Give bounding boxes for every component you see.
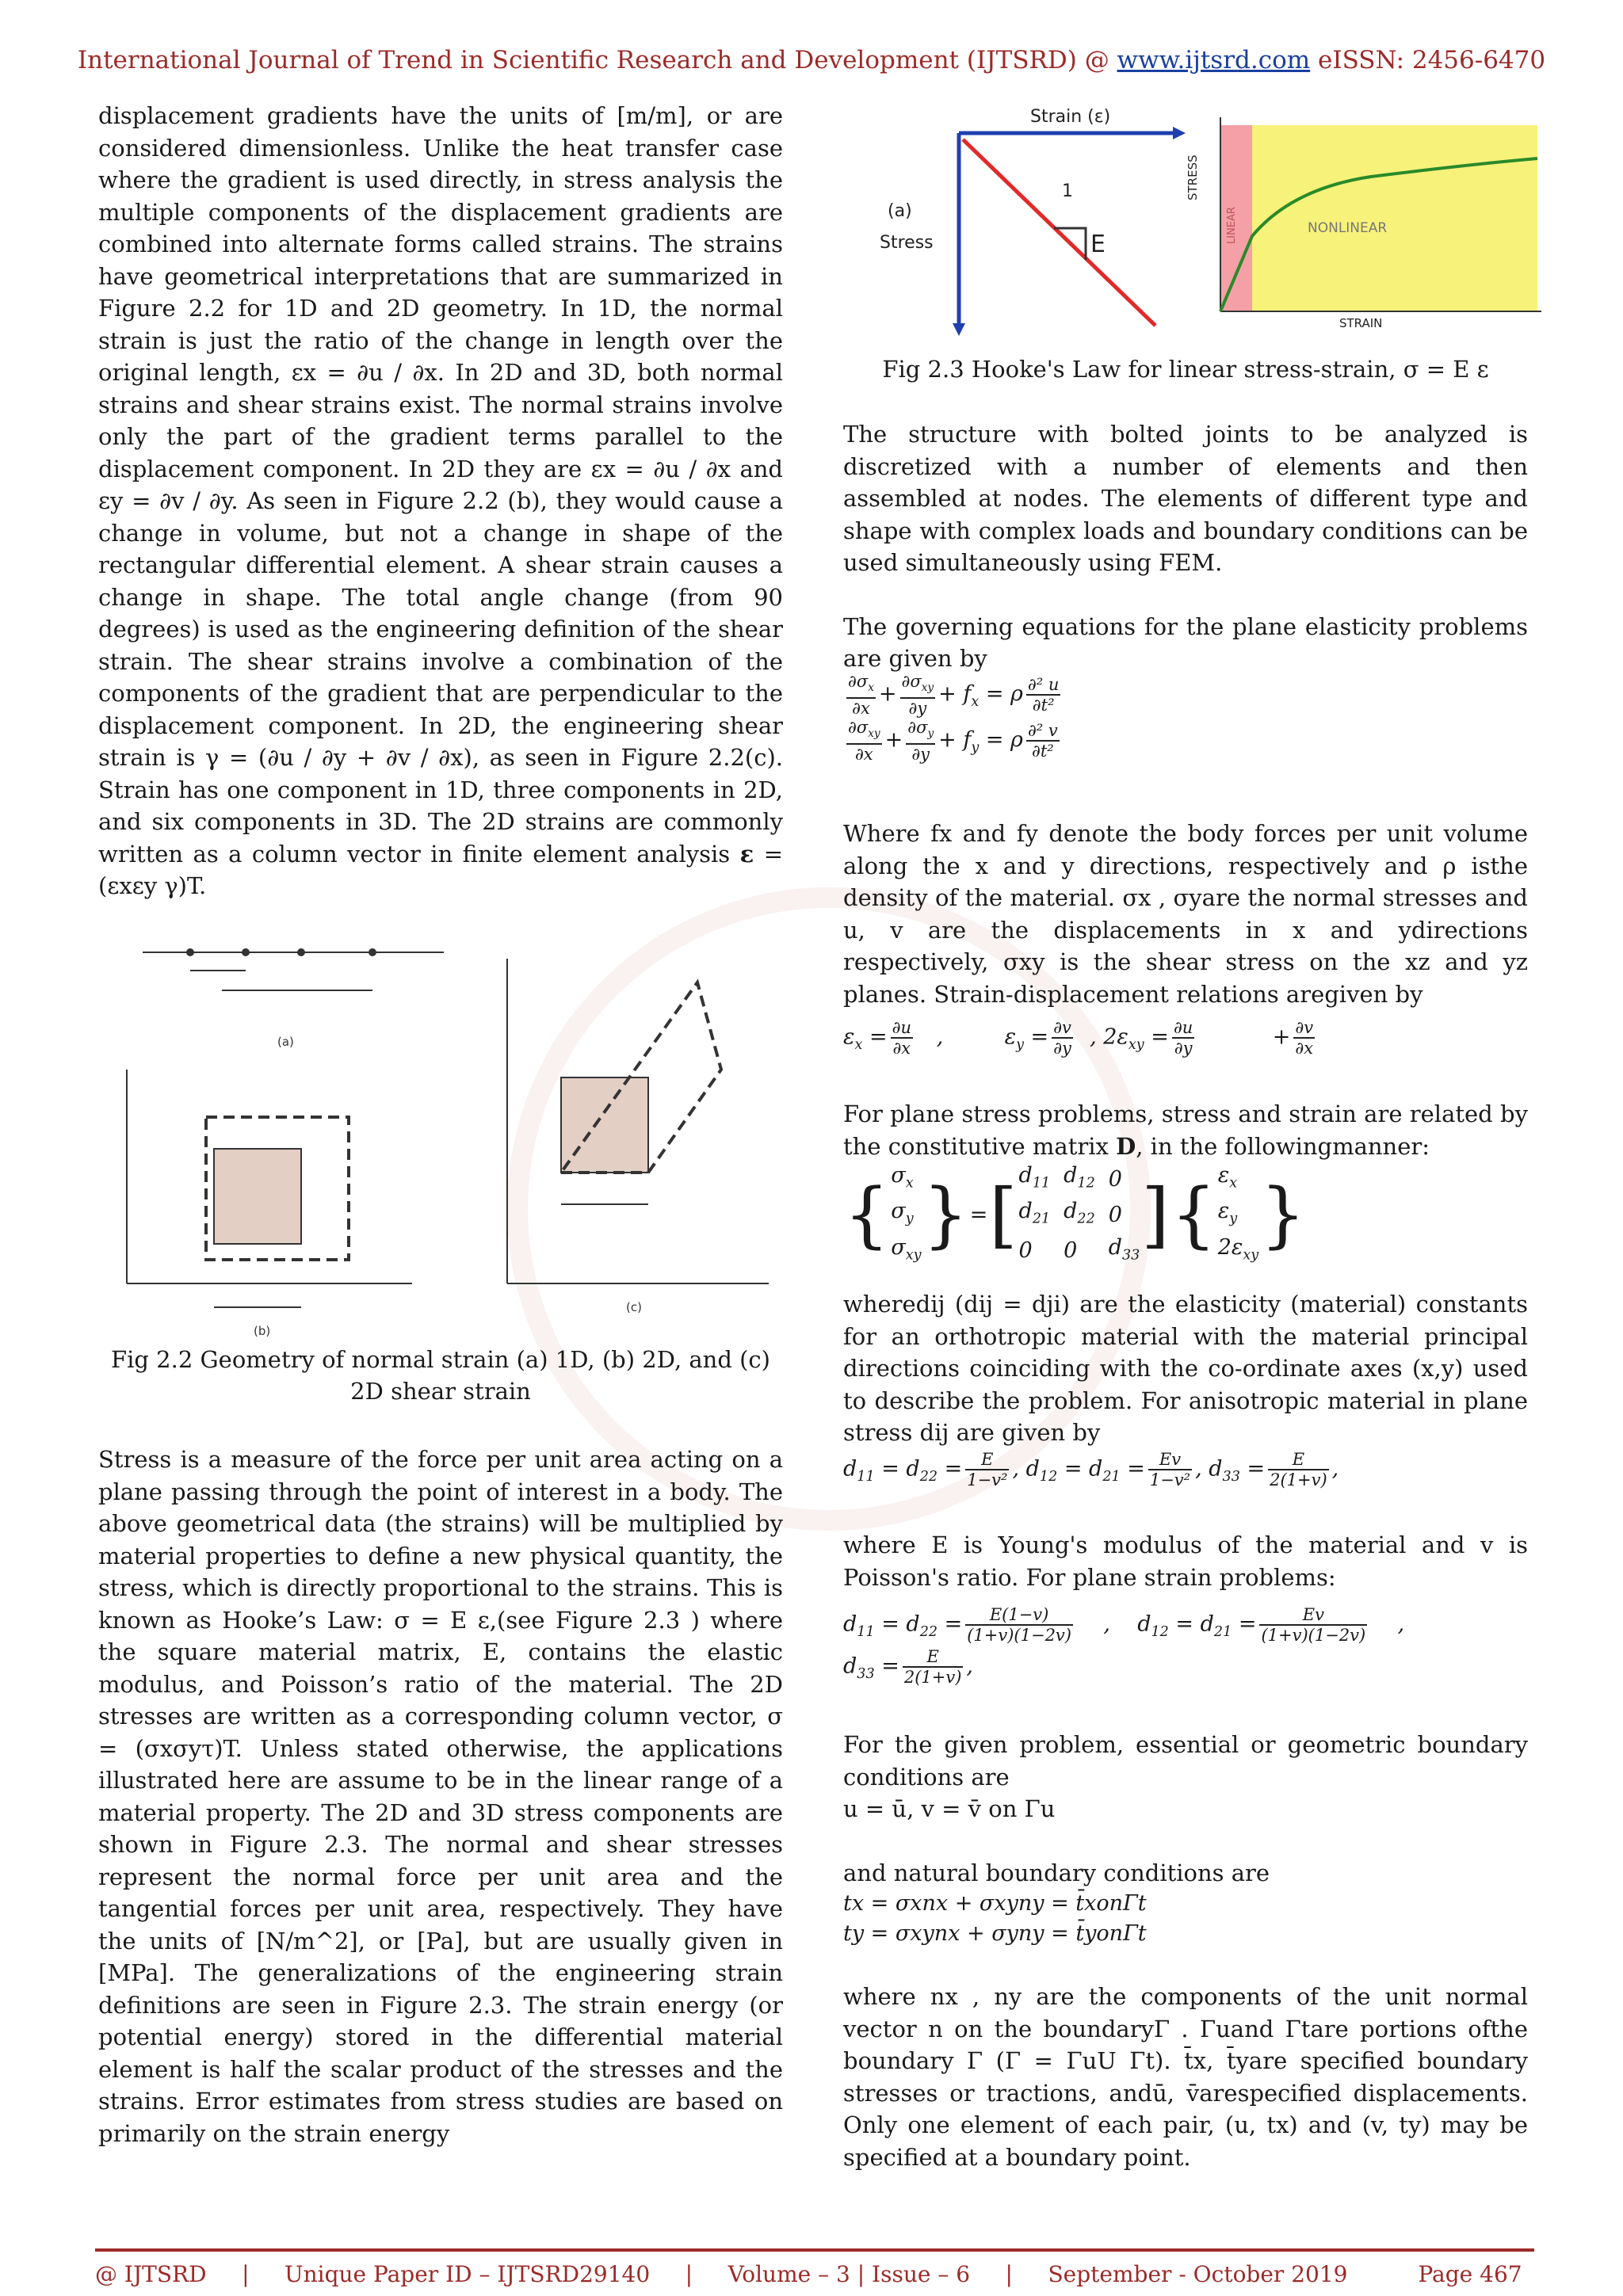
fig23-one-label: 1 [1062,181,1073,201]
fig22-label-b: (b) [254,1324,271,1338]
fig23-linear: LINEAR [1226,207,1238,244]
right-column-3 [843,1098,1528,1162]
right-paragraph-5: wheredij (dij = dji) are the elasticity (material) constants for an orthotropic material with the material principal directions coinciding with the co-ordinate axes (x,y) used to describe the problem. For anisotropic material in plane stress dij are given by [843,1291,1528,1446]
footer-rule [95,2248,1534,2252]
journal-name: International Journal of Trend in Scientific Research and Development (IJTSRD) @ [77,46,1117,74]
right-paragraph-6: where E is Young's modulus of the material and v is Poisson's ratio. For plane strain problems: [843,1531,1528,1591]
constitutive-matrix: { $\sigma_x$ } = [ $d_{11}$ $d_{12}$ 0 ] { $\varepsilon_x$ } $\sigma_y$ $d_{21}$ $d_{22}$ 0 $\varepsilon_y$ $\sigma_{xy}$ 0 0 $d_{33}$ $2\varepsilon_{xy}$ [844,1163,1306,1264]
fig23-strain-label: Strain (ε) [1030,107,1111,127]
bc-natural-x: tx = σxnx + σxyny = t̄xonΓt [843,1891,1147,1916]
fig23-caption: Fig 2.3 Hooke's Law for linear stress-strain, σ = E ε [882,356,1489,383]
plane-stress-constants: $d_{11} = d_{22}$ = $\frac{E}{\text{1−v²}}$ , $d_{12} = d_{21}$ = $\frac{Ev}{\text{1−v²}}$ , $d_{33}$ = $\frac{E}{2(1+v)}$ , [843,1450,1339,1489]
strain-displacement: $\varepsilon_x$ = $\frac{\partial u}{\partial x}$ , $\varepsilon_y$ = $\frac{\partial v}{\partial y}$ , $2\varepsilon_{xy}$ = $\frac{\partial u}{\partial y}$ + $\frac{\partial v}{\partial x}$ [843,1018,1314,1058]
right-paragraph-1: The structure with bolted joints to be analyzed is discretized with a number of elements and then assembled at nodes. The elements of different type and shape with complex loads and boundary conditions can be used simultaneously using FEM. [843,421,1528,576]
right-paragraph-3: Where fx and fy denote the body forces per unit volume along the x and y directions, respectively and ρ isthe density of the material. σx , σyare the normal stresses and u, v are the displacements in x and ydirections respectively, σxy is the shear stress on the xz and yz planes. Strain-displacement relations aregiven by [843,820,1528,1008]
right-paragraph-8: and natural boundary conditions are [843,1859,1270,1886]
bc-essential: u = ū, v = v̄ on Γu [843,1795,1056,1822]
fig23-e-label: E [1090,231,1106,258]
fig22-label-c: (c) [626,1300,642,1314]
plane-strain-constants: $d_{11} = d_{22}$ = $\frac{E(1-v)}{(1+v)(1-2v)}$ , $d_{12} = d_{21}$ = $\frac{Ev}{(1+v)(1-2v)}$ , $d_{33}$ = $\frac{E}{2(1+v)}$ , [843,1605,1405,1687]
journal-url-link[interactable]: www.ijtsrd.com [1117,46,1311,74]
right-paragraph-9: where nx , ny are the components of the unit normal vector n on the boundaryΓ . Γuand Γtare portions ofthe boundary Γ (Γ = ΓuU Γt). t̄x, t̄yare specified boundary stresses or tractions, andū, v̄arespecified displacements. Only one element of each pair, (u, tx) and (v, ty) may be specified at a boundary point. [843,1983,1528,2171]
right-column-6 [843,1729,1528,2173]
page-footer: @ IJTSRD | Unique Paper ID – IJTSRD29140 | Volume – 3 | Issue – 6 | September - October 2019 Page 467 [95,2261,1522,2287]
fig23-stress-axis: STRESS [1186,154,1200,200]
governing-equations: $\frac{\partial\sigma_x}{\partial x}$ + $\frac{\partial\sigma_{xy}}{\partial y}$ + $f_x = \rho$ $\frac{\text{∂² u}}{\text{∂t²}}$ $\frac{\partial\sigma_{xy}}{\partial x}$ + $\frac{\partial\sigma_y}{\partial y}$ + $f_y = \rho$ $\frac{\text{∂² v}}{\text{∂t²}}$ [848,672,1060,765]
page-header [0,46,1623,74]
fig23-nonlinear: NONLINEAR [1308,220,1388,236]
right-paragraph-7: For the given problem, essential or geometric boundary conditions are [843,1731,1528,1791]
bc-natural-y: ty = σxynx + σyny = t̄yonΓt [843,1921,1147,1946]
right-paragraph-4: For plane stress problems, stress and strain are related by the constitutive matrix D, in the followingmanner: [843,1100,1528,1160]
left-paragraph-1: displacement gradients have the units of [m/m], or are considered dimensionless. Unlike the heat transfer case where the gradient is used directly, in stress analysis the multiple components of the displacement gradients are combined into alternate forms called strains. The strains have geometrical interpretations that are summarized in Figure 2.2 for 1D and 2D geometry. In 1D, the normal strain is just the ratio of the change in length over the original length, εx = ∂u / ∂x. In 2D and 3D, both normal strains and shear strains exist. The normal strains involve only the part of the gradient terms parallel to the displacement component. In 2D they are εx = ∂u / ∂x and εy = ∂v / ∂y. As seen in Figure 2.2 (b), they would cause a change in volume, but not a change in shape of the rectangular differential element. A shear strain causes a change in shape. The total angle change (from 90 degrees) is used as the engineering definition of the shear strain. The shear strains involve a combination of the components of the gradient that are perpendicular to the displacement component. In 2D, the engineering shear strain is γ = (∂u / ∂y + ∂v / ∂x), as seen in Figure 2.2(c). Strain has one component in 1D, three components in 2D, and six components in 3D. The 2D strains are commonly written as a column vector in finite element analysis ε = (εxεy γ)T. [98,102,783,899]
right-column [843,418,1528,675]
left-column-2 [98,1444,783,2149]
figure-2-2 [111,935,777,1347]
fig22-caption: Fig 2.2 Geometry of normal strain (a) 1D, (b) 2D, and (c) 2D shear strain [110,1346,770,1405]
left-column [98,100,783,902]
fig23-a-label: (a) [888,201,912,221]
right-paragraph-2: The governing equations for the plane elasticity problems are given by [843,612,1528,672]
right-column-4 [843,1288,1528,1449]
fig23-stress-label: Stress [880,233,934,253]
issn: eISSN: 2456-6470 [1310,46,1546,74]
fig22-label-a: (a) [277,1035,294,1049]
left-paragraph-2: Stress is a measure of the force per unit area acting on a plane passing through the point of interest in a body. The above geometrical data (the strains) will be multiplied by material properties to define a new physical quantity, the stress, which is directly proportional to the strains. This is known as Hooke’s Law: σ = E ε,(see Figure 2.3 ) where the square material matrix, E, contains the elastic modulus, and Poisson’s ratio of the material. The 2D stresses are written as a corresponding column vector, σ = (σxσyτ)T. Unless stated otherwise, the applications illustrated here are assume to be in the linear range of a material property. The 2D and 3D stress components are shown in Figure 2.3. The normal and shear stresses represent the normal force per unit area and the tangential forces per unit area, respectively. They have the units of [N/m^2], or [Pa], but are usually given in [MPa]. The generalizations of the engineering strain definitions are seen in Figure 2.3. The strain energy (or potential energy) stored in the differential material element is half the scalar product of the stresses and the strains. Error estimates from stress studies are based on primarily on the strain energy [98,1446,783,2147]
right-column-2 [843,818,1528,1010]
figure-2-3 [864,101,1545,339]
fig23-strain-axis: STRAIN [1339,316,1383,330]
right-column-5 [843,1529,1528,1593]
